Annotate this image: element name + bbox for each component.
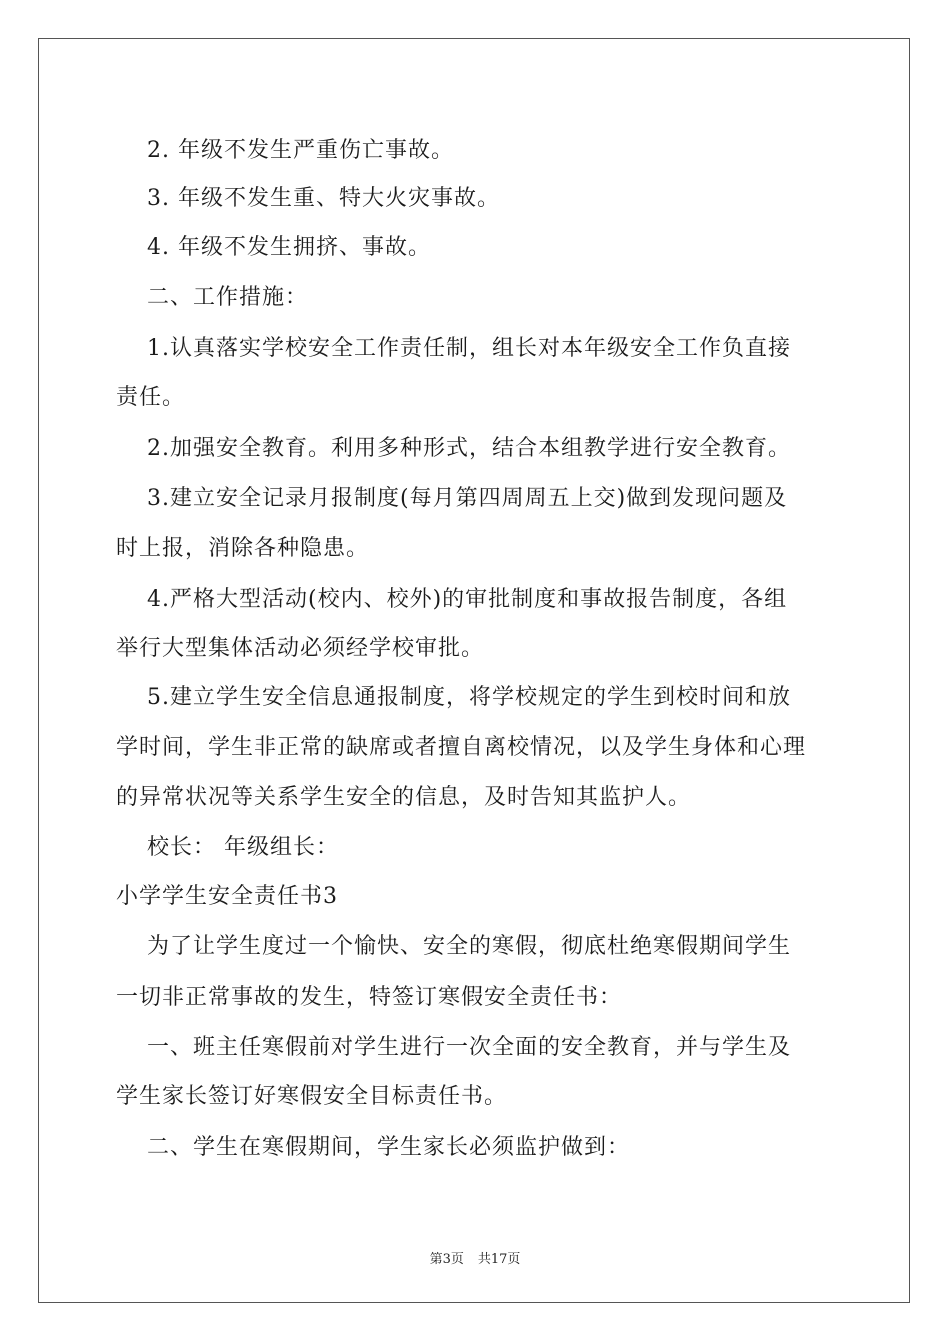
text-line: 3.建立安全记录月报制度(每月第四周周五上交)做到发现问题及 bbox=[116, 486, 788, 511]
section-heading: 二、工作措施： bbox=[116, 285, 308, 310]
text-line: 二、学生在寒假期间，学生家长必须监护做到： bbox=[116, 1135, 630, 1160]
text-line: 1.认真落实学校安全工作责任制，组长对本年级安全工作负直接 bbox=[116, 336, 791, 361]
text-line: 责任。 bbox=[116, 385, 186, 410]
text-line: 3. 年级不发生重、特大火灾事故。 bbox=[116, 186, 500, 211]
page-footer bbox=[0, 1248, 950, 1267]
text-line: 一、班主任寒假前对学生进行一次全面的安全教育，并与学生及 bbox=[116, 1035, 791, 1060]
page-border bbox=[38, 38, 910, 1303]
text-line: 一切非正常事故的发生，特签订寒假安全责任书： bbox=[116, 985, 623, 1010]
text-line: 的异常状况等关系学生安全的信息，及时告知其监护人。 bbox=[116, 785, 692, 810]
signature-line: 校长： 年级组长： bbox=[116, 835, 339, 860]
text-line: 4. 年级不发生拥挤、事故。 bbox=[116, 235, 431, 260]
text-line: 时上报，消除各种隐患。 bbox=[116, 536, 370, 561]
document-title: 小学学生安全责任书3 bbox=[116, 884, 338, 909]
text-line: 学时间，学生非正常的缺席或者擅自离校情况，以及学生身体和心理 bbox=[116, 735, 807, 760]
page-total: 共17页 bbox=[477, 1252, 521, 1267]
text-line: 举行大型集体活动必须经学校审批。 bbox=[116, 636, 485, 661]
text-line: 2.加强安全教育。利用多种形式，结合本组教学进行安全教育。 bbox=[116, 436, 791, 461]
page-number: 第3页 bbox=[429, 1252, 464, 1267]
text-line: 为了让学生度过一个愉快、安全的寒假，彻底杜绝寒假期间学生 bbox=[116, 934, 791, 959]
text-line: 学生家长签订好寒假安全目标责任书。 bbox=[116, 1084, 508, 1109]
text-line: 2. 年级不发生严重伤亡事故。 bbox=[116, 138, 454, 163]
text-line: 5.建立学生安全信息通报制度，将学校规定的学生到校时间和放 bbox=[116, 685, 791, 710]
text-line: 4.严格大型活动(校内、校外)的审批制度和事故报告制度，各组 bbox=[116, 587, 788, 612]
